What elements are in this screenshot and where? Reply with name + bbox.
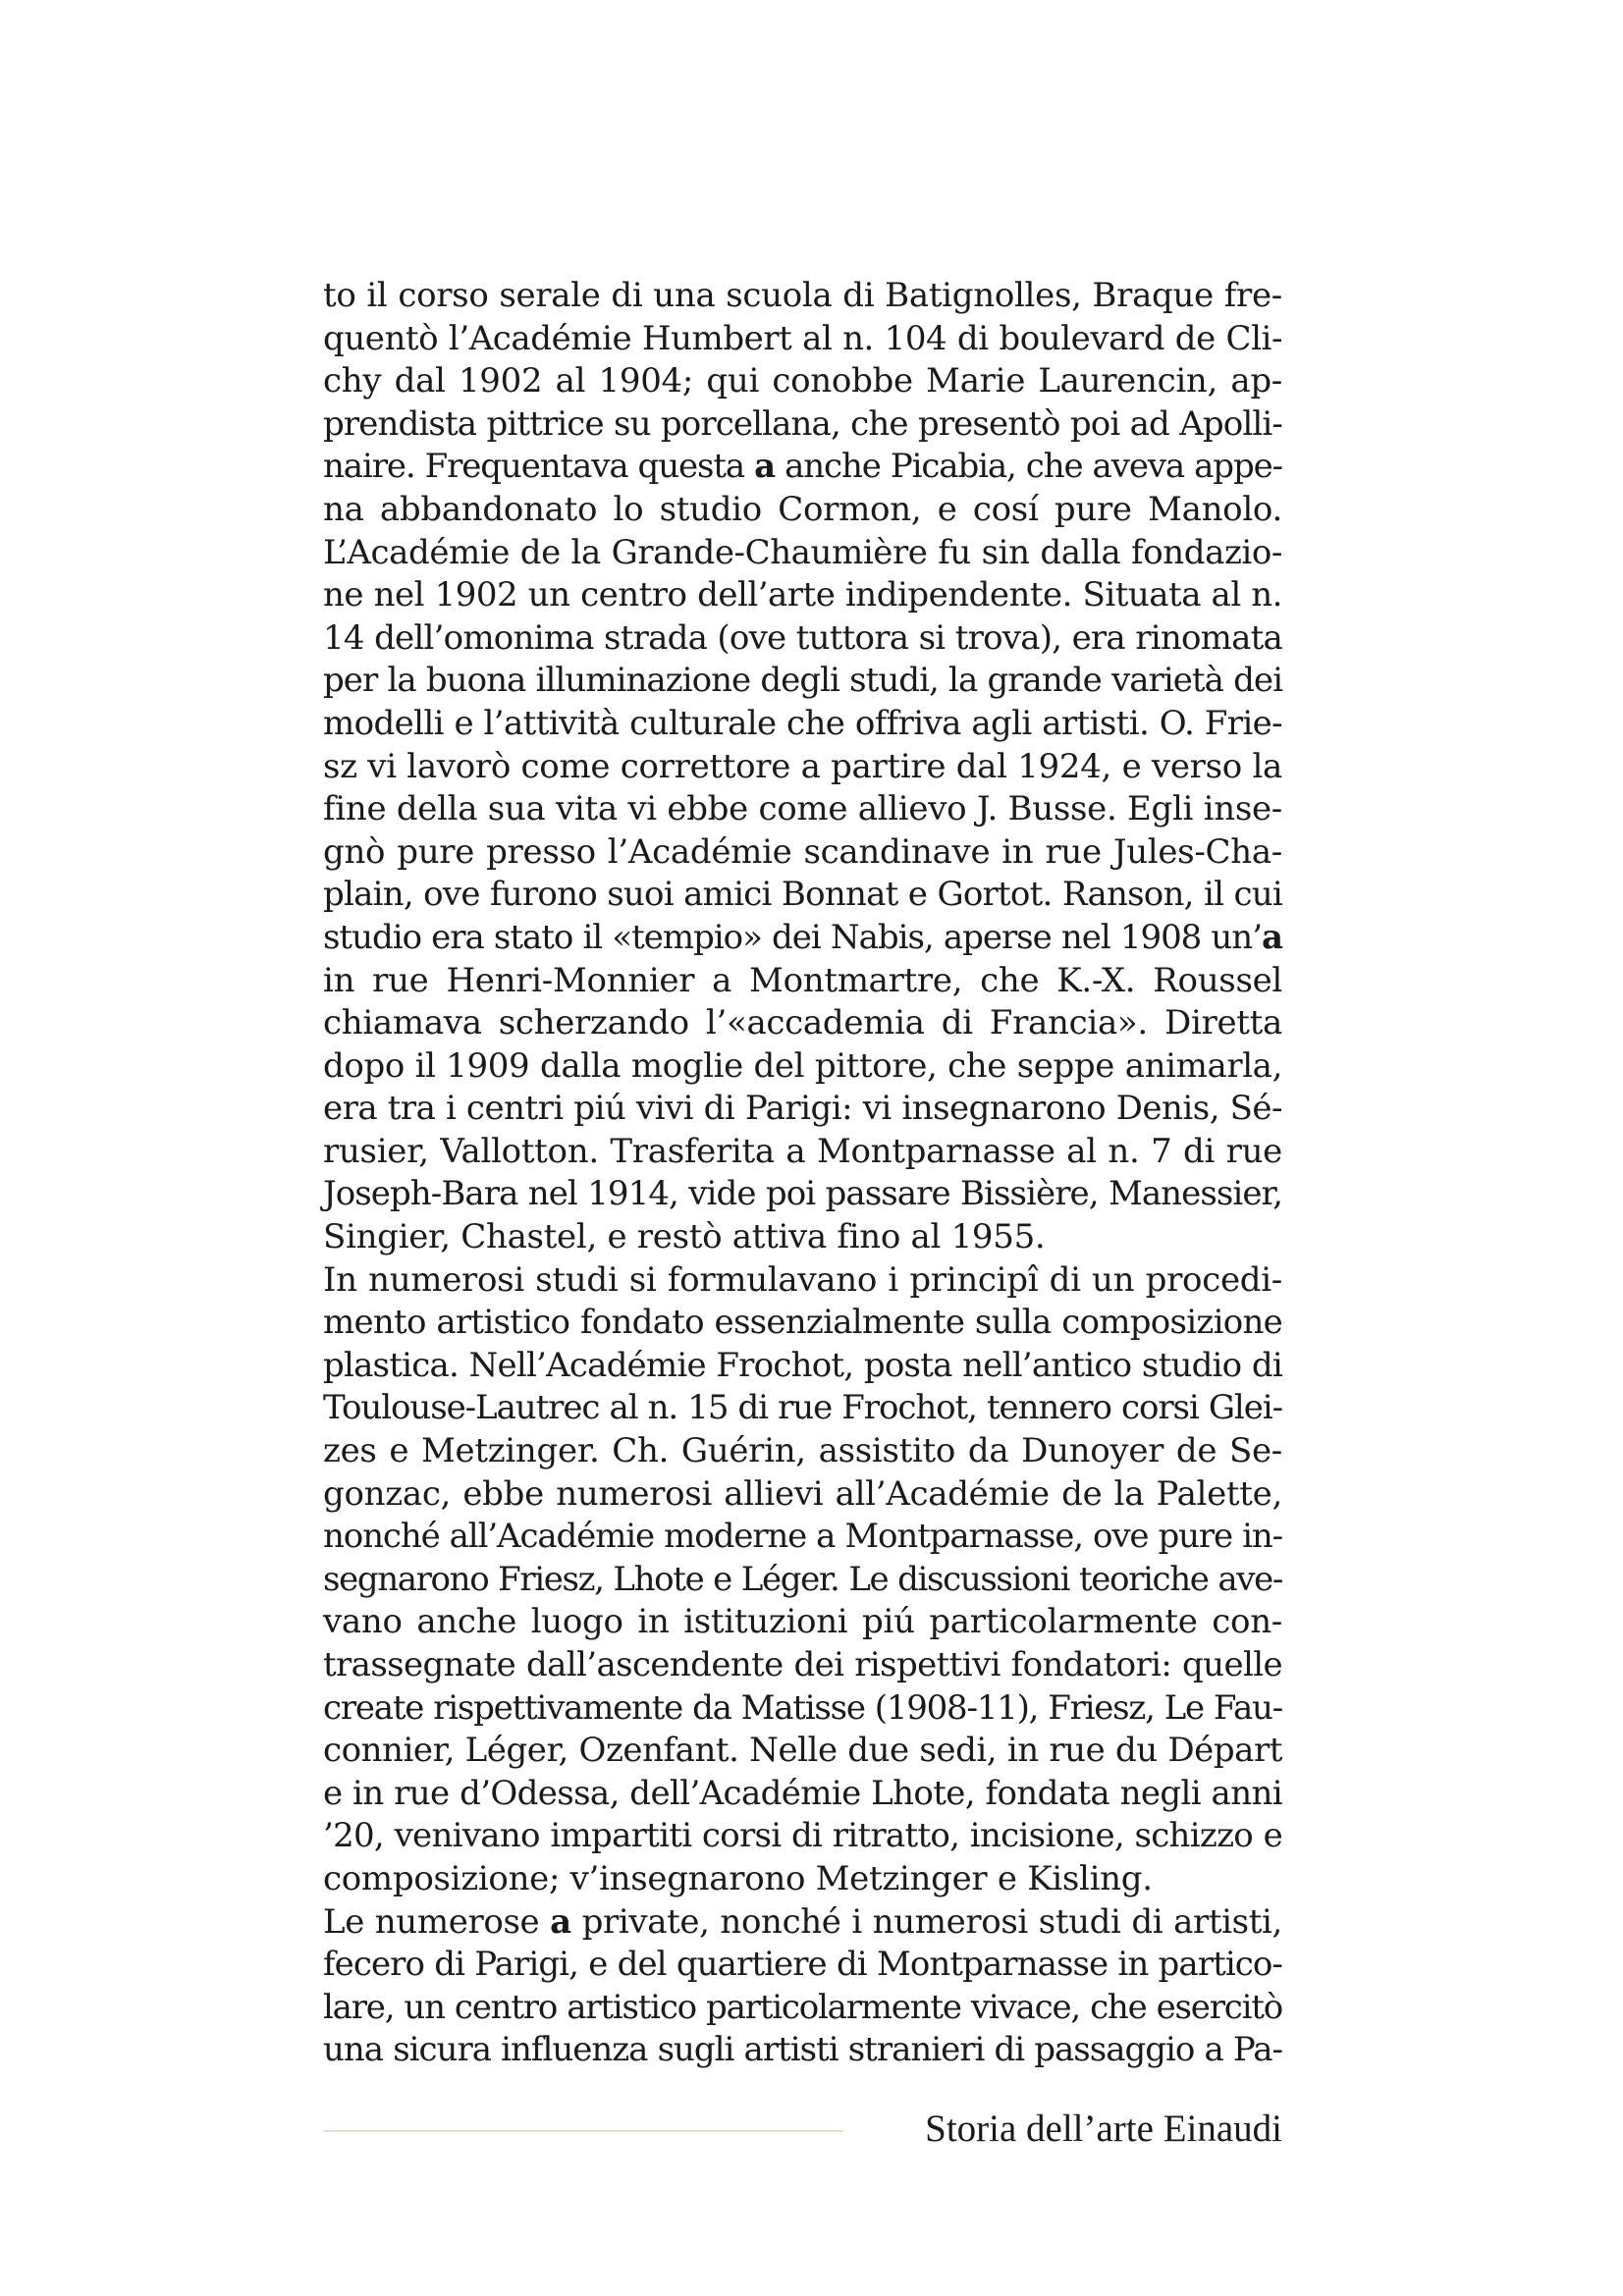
text-line: composizione; v’insegnarono Metzinger e Kisling. [323, 1858, 1153, 1898]
text-line: sz vi lavorò come correttore a partire dal 1924, e verso la [323, 746, 1282, 786]
text-line: gonzac, ebbe numerosi allievi all’Académie de la Palette, [323, 1473, 1282, 1514]
footer-rule [323, 2130, 843, 2132]
text-line: to il corso serale di una scuola di Batignolles, Braque fre- [323, 276, 1282, 315]
text-line: segnarono Friesz, Lhote e Léger. Le discussioni teoriche ave- [323, 1559, 1282, 1599]
text-line: una sicura influenza sugli artisti stranieri di passaggio a Pa- [323, 2030, 1282, 2070]
text-line: era tra i centri piú vivi di Parigi: vi insegnarono Denis, Sé- [323, 1089, 1282, 1129]
body-text [323, 275, 1282, 2072]
text-line: L’Académie de la Grande-Chaumière fu sin dalla fondazio- [323, 532, 1282, 572]
bold-term: a [550, 1901, 571, 1942]
text-line: Toulouse-Lautrec al n. 15 di rue Frochot, tennero corsi Glei- [323, 1388, 1282, 1428]
text-line: Le numerose a private, nonché i numerosi studi di artisti, [323, 1901, 1282, 1942]
text-line: e in rue d’Odessa, dell’Académie Lhote, fondata negli anni [323, 1773, 1282, 1813]
text-line: Singier, Chastel, e restò attiva fino al 1955. [323, 1217, 1046, 1257]
text-line: nonché all’Académie moderne a Montparnasse, ove pure in- [323, 1517, 1282, 1557]
text-line: mento artistico fondato essenzialmente sulla composizione [323, 1303, 1282, 1343]
text-line: connier, Léger, Ozenfant. Nelle due sedi, in rue du Départ [323, 1731, 1282, 1771]
text-line: vano anche luogo in istituzioni piú particolarmente con- [323, 1602, 1282, 1642]
text-line: naire. Frequentava questa a anche Picabia, che aveva appe- [323, 447, 1283, 487]
bold-term: a [754, 447, 776, 487]
text-line: per la buona illuminazione degli studi, la grande varietà dei [323, 661, 1282, 701]
footer-publisher-label: Storia dell’arte Einaudi [925, 2108, 1282, 2150]
text-line: dopo il 1909 dalla moglie del pittore, che seppe animarla, [323, 1045, 1282, 1086]
text-line: In numerosi studi si formulavano i principî di un procedi- [323, 1259, 1282, 1300]
text-line: fecero di Parigi, e del quartiere di Montparnasse in partico- [323, 1945, 1282, 1985]
text-line: prendista pittrice su porcellana, che presentò poi ad Apolli- [323, 403, 1282, 444]
text-line: chiamava scherzando l’«accademia di Francia». Diretta [323, 1003, 1282, 1043]
text-line: lare, un centro artistico particolarmente vivace, che esercitò [323, 1987, 1282, 2027]
text-line: plastica. Nell’Académie Frochot, posta nell’antico studio di [323, 1345, 1282, 1385]
text-line: fine della sua vita vi ebbe come allievo J. Busse. Egli inse- [323, 789, 1282, 829]
text-line: zes e Metzinger. Ch. Guérin, assistito da Dunoyer de Se- [323, 1431, 1282, 1471]
text-line: gnò pure presso l’Académie scandinave in rue Jules-Cha- [323, 831, 1282, 872]
text-line: rusier, Vallotton. Trasferita a Montparnasse al n. 7 di rue [323, 1131, 1282, 1171]
text-line: ne nel 1902 un centro dell’arte indipendente. Situata al n. [323, 575, 1282, 615]
text-line: ’20, venivano impartiti corsi di ritratto, incisione, schizzo e [323, 1816, 1282, 1856]
text-line: chy dal 1902 al 1904; qui conobbe Marie Laurencin, ap- [323, 361, 1282, 401]
text-line: plain, ove furono suoi amici Bonnat e Gortot. Ranson, il cui [323, 875, 1282, 915]
text-line: 14 dell’omonima strada (ove tuttora si trova), era rinomata [323, 617, 1282, 658]
text-line: quentò l’Académie Humbert al n. 104 di boulevard de Cli- [323, 318, 1282, 358]
text-line: trassegnate dall’ascendente dei rispettivi fondatori: quelle [323, 1645, 1282, 1684]
bold-term: a [1261, 917, 1282, 957]
text-line: Joseph-Bara nel 1914, vide poi passare Bissière, Manessier, [323, 1174, 1282, 1214]
text-line: create rispettivamente da Matisse (1908-11), Friesz, Le Fau- [323, 1687, 1282, 1728]
text-line: na abbandonato lo studio Cormon, e cosí pure Manolo. [323, 489, 1282, 529]
text-line: studio era stato il «tempio» dei Nabis, aperse nel 1908 un’a [323, 917, 1282, 957]
text-line: in rue Henri-Monnier a Montmartre, che K.-X. Roussel [323, 960, 1282, 1000]
text-line: modelli e l’attività culturale che offriva agli artisti. O. Frie- [323, 703, 1282, 743]
